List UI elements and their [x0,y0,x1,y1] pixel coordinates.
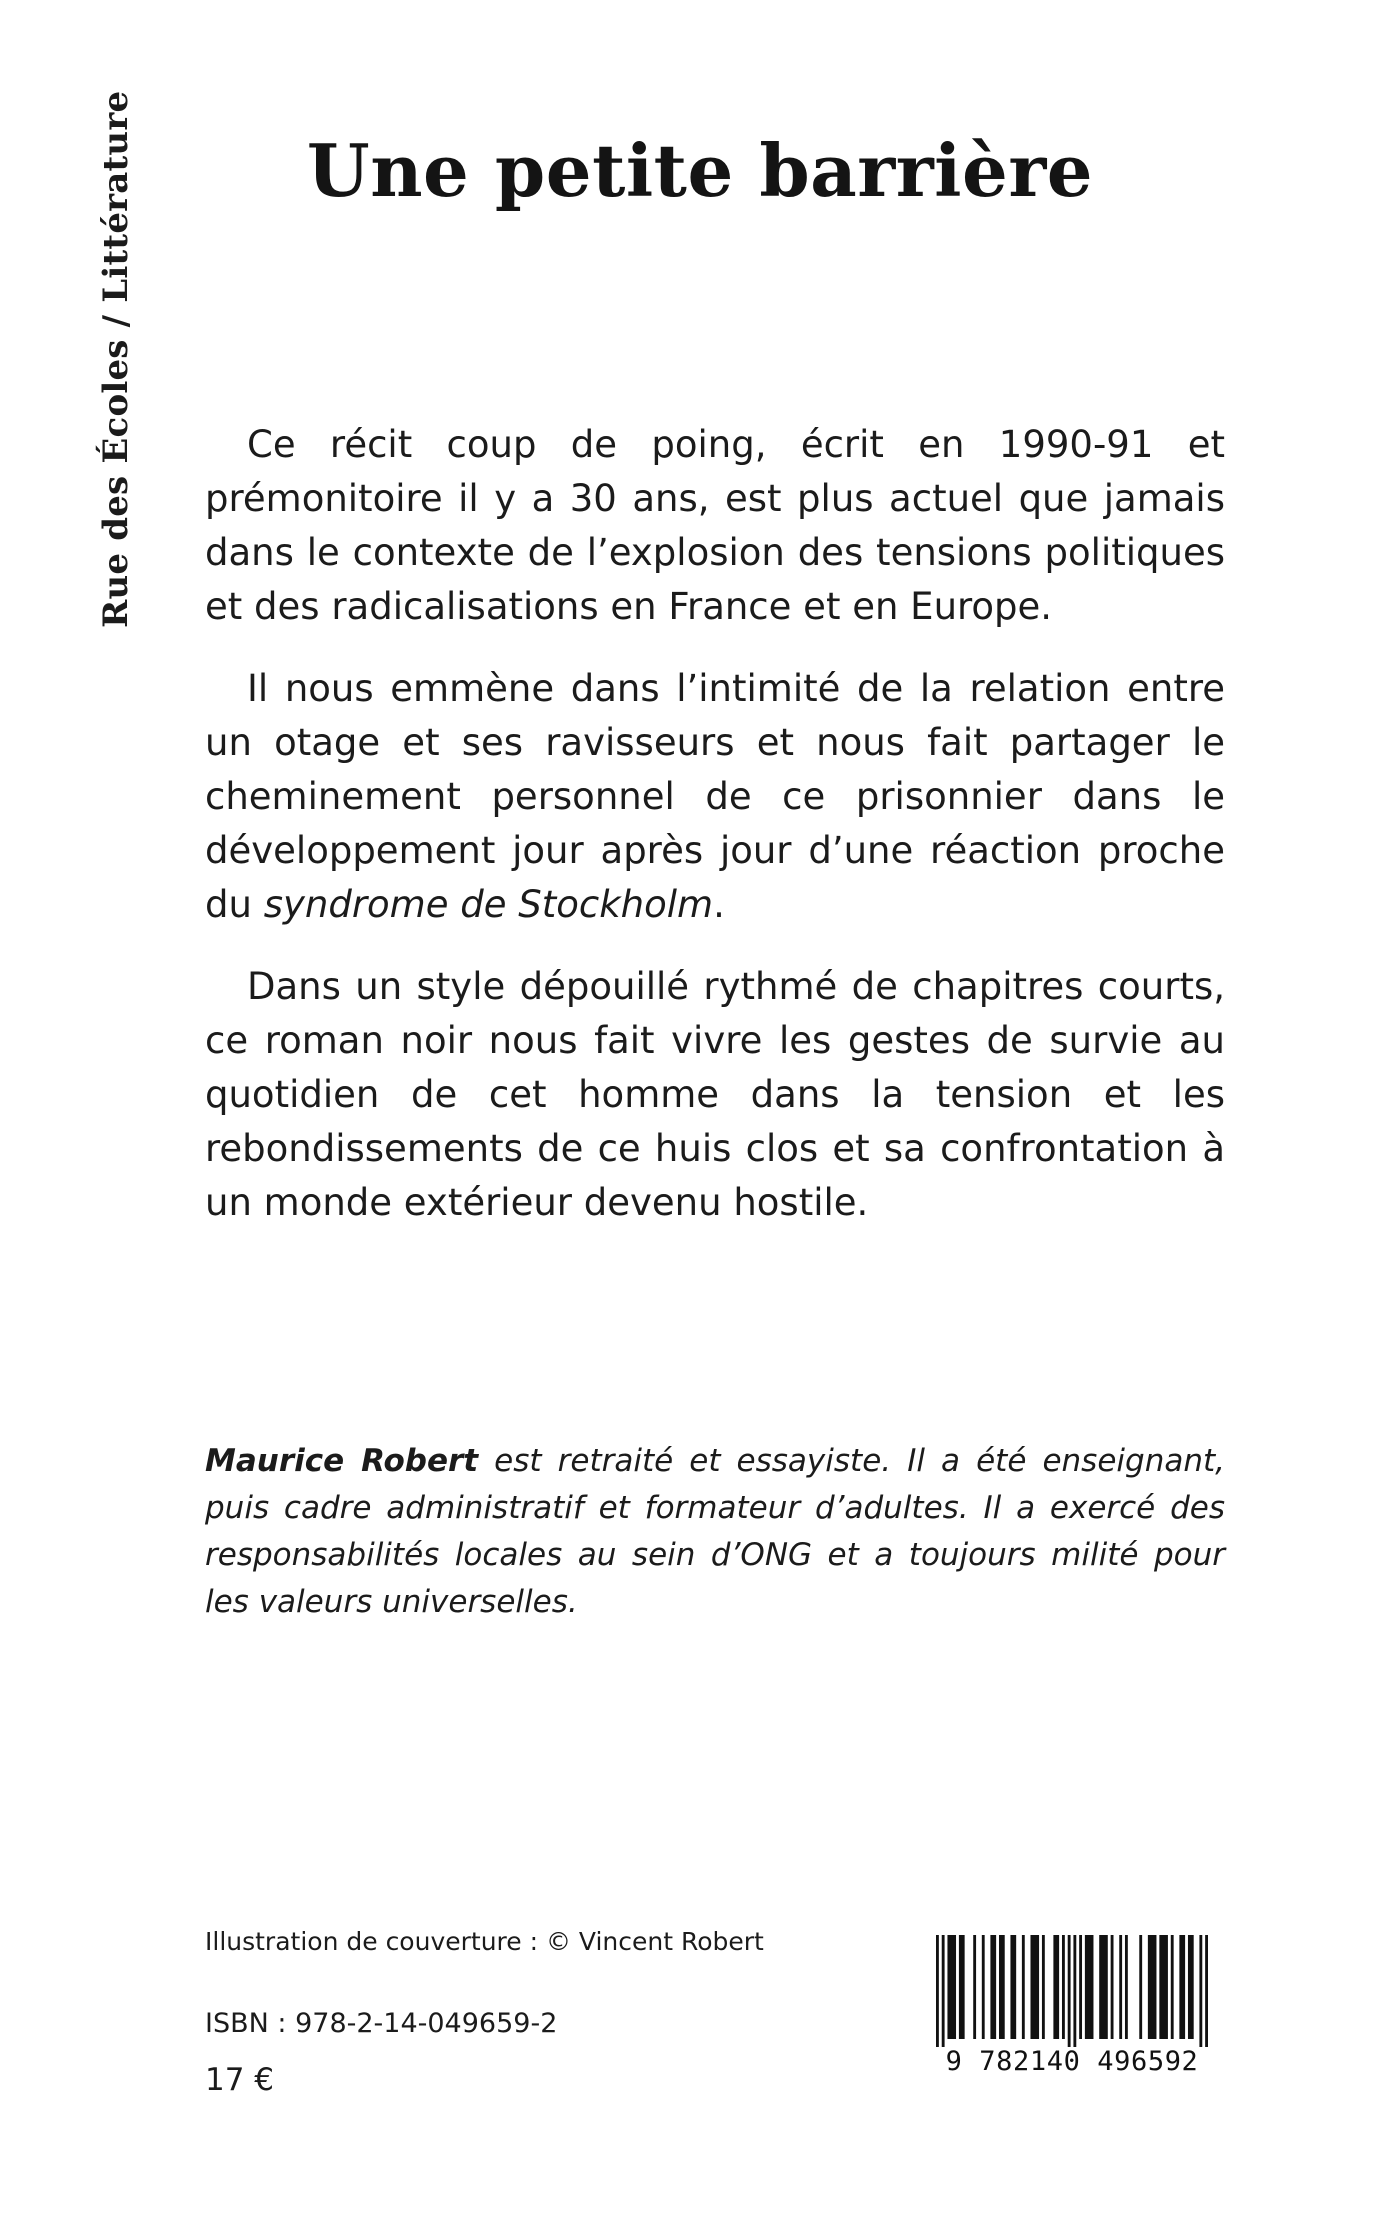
barcode-bar-10 [1030,1935,1039,2039]
barcode-bar-12 [1053,1935,1059,2039]
barcode-bar-16 [1079,1935,1082,2039]
book-summary [205,418,1225,1258]
barcode-bar-25 [1171,1935,1174,2039]
barcode-bar-1 [942,1935,945,2047]
barcode-bar-20 [1119,1935,1122,2039]
barcode-bar-17 [1085,1935,1094,2039]
barcode-bars [936,1935,1208,2047]
summary-paragraph-2 [205,662,1225,932]
book-title: Une petite barrière [306,128,1094,213]
barcode-bar-3 [959,1935,965,2039]
barcode-bar-6 [990,1935,996,2039]
barcode-bar-26 [1179,1935,1185,2039]
barcode-bar-22 [1139,1935,1142,2039]
summary-paragraph-2-end: . [713,883,725,926]
barcode [936,1935,1208,2085]
barcode-bar-7 [999,1935,1005,2039]
barcode-bar-28 [1199,1935,1202,2047]
illustration-credit: Illustration de couverture : © Vincent Robert [205,1927,764,1956]
barcode-bar-24 [1159,1935,1168,2039]
price: 17 € [205,2062,275,2098]
barcode-bar-19 [1111,1935,1114,2039]
barcode-bar-21 [1125,1935,1128,2039]
barcode-bar-15 [1073,1935,1076,2047]
barcode-bar-5 [982,1935,985,2039]
isbn: ISBN : 978-2-14-049659-2 [205,2008,558,2039]
spine-collection-label: Rue des Écoles / Littérature [96,90,136,628]
barcode-digits: 9 782140 496592 [945,2046,1199,2077]
barcode-bar-8 [1010,1935,1016,2039]
author-name: Maurice Robert [205,1443,479,1479]
barcode-bar-9 [1022,1935,1025,2039]
barcode-bar-23 [1148,1935,1157,2039]
summary-paragraph-2-text: Il nous emmène dans l’intimité de la relation entre un otage et ses ravisseurs et nous fait partager le cheminement personnel de ce prisonnier dans le développement jour après jour d’une réaction proche du [205,667,1225,926]
barcode-bar-29 [1205,1935,1208,2047]
barcode-bar-0 [936,1935,939,2047]
barcode-bar-11 [1042,1935,1045,2039]
author-bio [205,1438,1225,1626]
summary-emphasis: syndrome de Stockholm [263,883,714,926]
barcode-bar-2 [947,1935,956,2039]
summary-paragraph-3: Dans un style dépouillé rythmé de chapitres courts, ce roman noir nous fait vivre les gestes de survie au quotidien de cet homme dans la tension et les rebondissements de ce huis clos et sa confrontation à un monde extérieur devenu hostile. [205,965,1225,1224]
barcode-bar-18 [1099,1935,1108,2039]
barcode-bar-27 [1188,1935,1194,2039]
barcode-bar-13 [1062,1935,1065,2039]
barcode-bar-14 [1068,1935,1071,2047]
author-bio-text: est retraité et essayiste. Il a été enseignant, puis cadre administratif et formateur d’adultes. Il a exercé des responsabilités locales au sein d’ONG et a toujours milité pour les valeurs universelles. [205,1443,1225,1620]
summary-paragraph-1: Ce récit coup de poing, écrit en 1990-91 et prémonitoire il y a 30 ans, est plus actuel que jamais dans le contexte de l’explosion des tensions politiques et des radicalisations en France et en Europe. [205,423,1225,628]
barcode-bar-4 [973,1935,976,2039]
